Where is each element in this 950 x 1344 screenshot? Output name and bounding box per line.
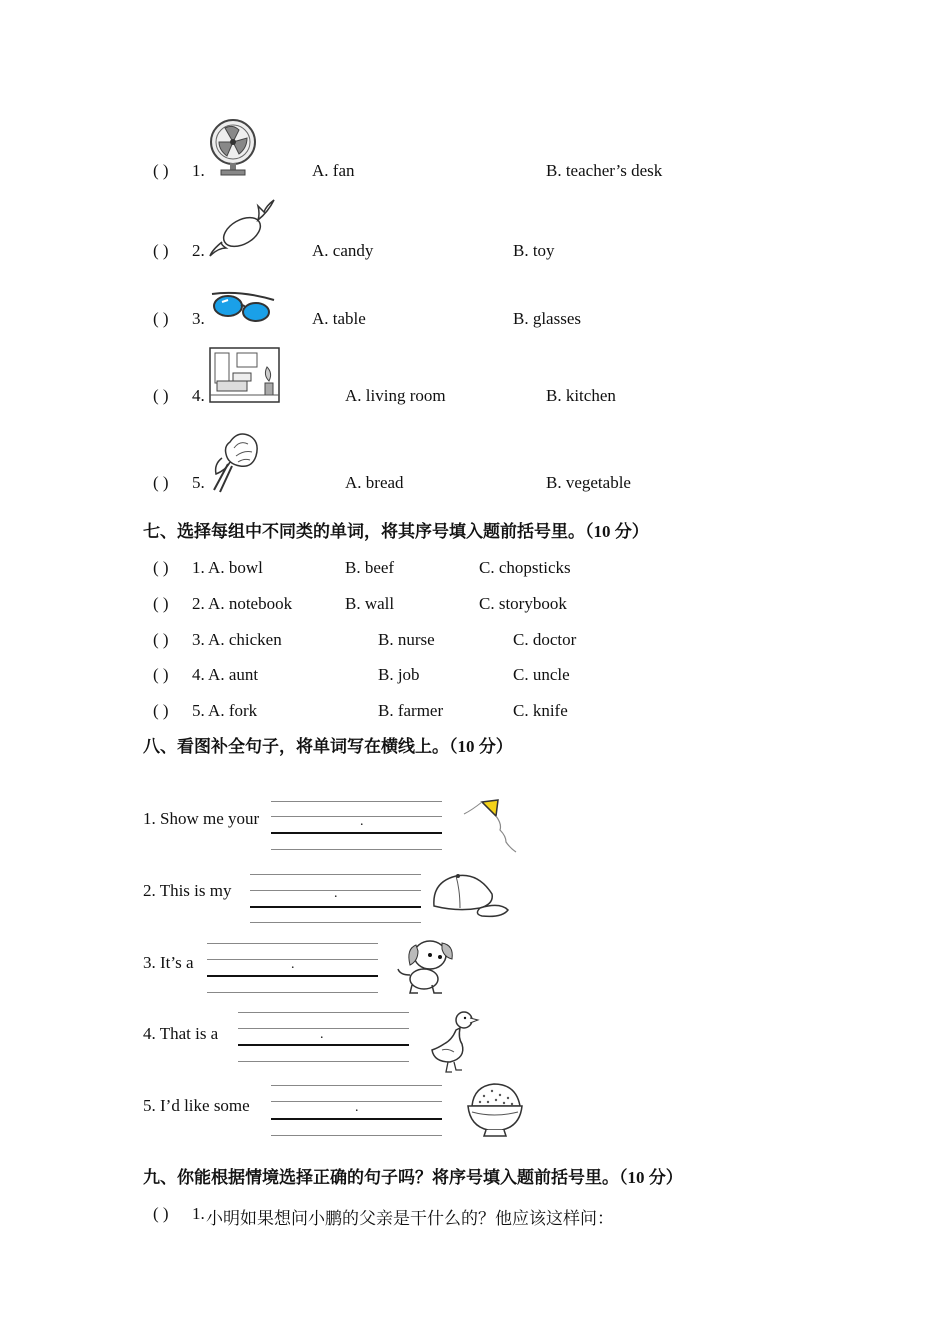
- option-b: B. wall: [345, 594, 395, 613]
- sentence-text: 4. That is a: [143, 1024, 219, 1043]
- option-c: C. knife: [513, 701, 568, 720]
- option-b: B. vegetable: [546, 473, 631, 492]
- question-text: 小明如果想问小鹏的父亲是干什么的？他应该这样问：: [206, 1209, 614, 1229]
- answer-paren[interactable]: ( ): [153, 701, 169, 720]
- option-a: 2. A. notebook: [192, 594, 293, 613]
- option-b: B. nurse: [378, 630, 435, 649]
- answer-paren[interactable]: ( ): [153, 473, 169, 492]
- option-a: A. fan: [312, 161, 355, 180]
- option-a: A. candy: [312, 241, 374, 260]
- question-number: 1.: [192, 161, 205, 180]
- option-b: B. toy: [513, 241, 555, 260]
- option-c: C. storybook: [479, 594, 567, 613]
- puppy-icon: [394, 935, 460, 997]
- option-b: B. beef: [345, 558, 395, 577]
- section9-points: （10 分）: [619, 1168, 683, 1187]
- kite-icon: [462, 796, 522, 854]
- sentence-text: 3. It’s a: [143, 953, 194, 972]
- option-c: C. uncle: [513, 665, 570, 684]
- question-number: 5.: [192, 473, 205, 492]
- cabbage-icon: [208, 430, 260, 494]
- cap-icon: [430, 870, 510, 920]
- option-a: A. table: [312, 309, 366, 328]
- answer-paren[interactable]: ( ): [153, 386, 169, 405]
- option-b: B. farmer: [378, 701, 444, 720]
- section9-title: [143, 1168, 683, 1188]
- option-b: B. job: [378, 665, 420, 684]
- section7-points: （10 分）: [585, 522, 649, 541]
- option-c: C. doctor: [513, 630, 577, 649]
- period: .: [291, 957, 295, 972]
- sentence-text: 2. This is my: [143, 881, 232, 900]
- answer-paren[interactable]: ( ): [153, 161, 169, 180]
- duck-icon: [428, 1008, 480, 1076]
- period: .: [334, 886, 338, 901]
- option-a: A. bread: [345, 473, 404, 492]
- option-c: C. chopsticks: [479, 558, 571, 577]
- answer-paren[interactable]: ( ): [153, 594, 169, 613]
- option-b: B. teacher’s desk: [546, 161, 663, 180]
- sentence-text: 1. Show me your: [143, 809, 260, 828]
- answer-paren[interactable]: ( ): [153, 241, 169, 260]
- question-number: 2.: [192, 241, 205, 260]
- option-a: 4. A. aunt: [192, 665, 259, 684]
- section8-title-text: 八、看图补全句子，将单词写在横线上。: [143, 737, 449, 757]
- period: .: [360, 814, 364, 829]
- answer-paren[interactable]: ( ): [153, 630, 169, 649]
- candy-icon: [208, 198, 278, 258]
- rice-bowl-icon: [464, 1078, 526, 1140]
- period: .: [355, 1100, 359, 1115]
- option-a: 3. A. chicken: [192, 630, 282, 649]
- sunglasses-icon: [210, 290, 276, 326]
- living-room-icon: [209, 347, 281, 404]
- answer-paren[interactable]: ( ): [153, 1204, 169, 1223]
- sentence-text: 5. I’d like some: [143, 1096, 250, 1115]
- option-b: B. glasses: [513, 309, 581, 328]
- answer-paren[interactable]: ( ): [153, 558, 169, 577]
- option-a: A. living room: [345, 386, 446, 405]
- answer-paren[interactable]: ( ): [153, 309, 169, 328]
- option-a: 5. A. fork: [192, 701, 258, 720]
- option-a: 1. A. bowl: [192, 558, 263, 577]
- section8-points: （10 分）: [449, 737, 513, 756]
- question-number: 3.: [192, 309, 205, 328]
- answer-paren[interactable]: ( ): [153, 665, 169, 684]
- option-b: B. kitchen: [546, 386, 616, 405]
- question-number: 4.: [192, 386, 205, 405]
- section9-title-text: 九、你能根据情境选择正确的句子吗？将序号填入题前括号里。: [143, 1168, 619, 1188]
- period: .: [320, 1027, 324, 1042]
- section7-title: [143, 522, 649, 542]
- section7-title-text: 七、选择每组中不同类的单词，将其序号填入题前括号里。: [143, 522, 585, 542]
- section8-title: [143, 737, 513, 757]
- fan-icon: [207, 116, 259, 178]
- question-number: 1.: [192, 1204, 205, 1223]
